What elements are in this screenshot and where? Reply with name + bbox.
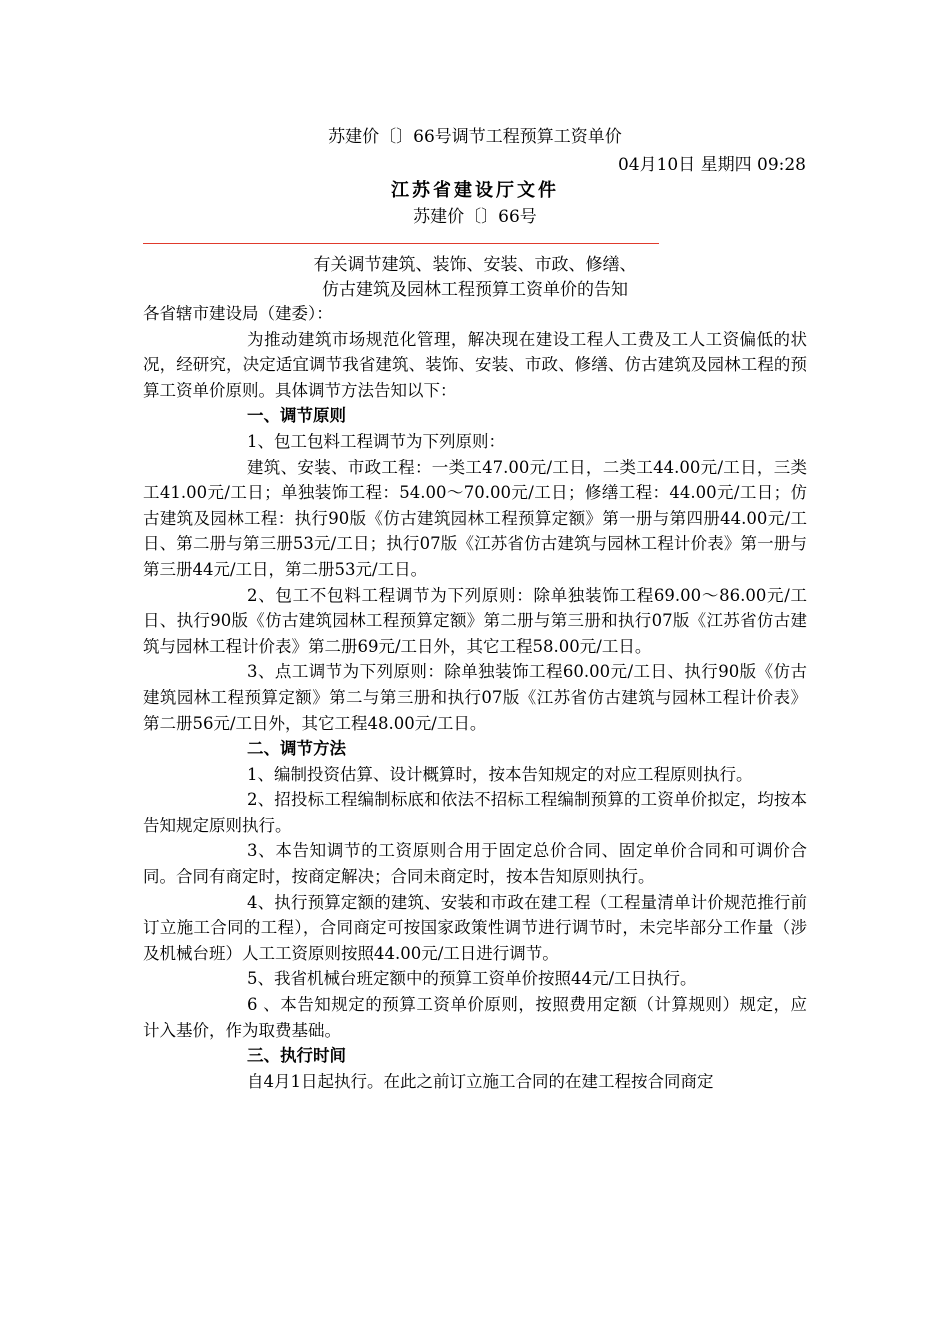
section-2-item-6: 6 、本告知规定的预算工资单价原则，按照费用定额（计算规则）规定，应计入基价，作为取费基础。	[143, 995, 807, 1040]
addressee: 各省辖市建设局（建委）：	[143, 304, 333, 323]
section-3-text: 自4月1日起执行。在此之前订立施工合同的在建工程按合同商定	[247, 1071, 714, 1091]
section-1-item-1: 1、包工包料工程调节为下列原则：	[247, 431, 505, 451]
section-2-item-4: 4、执行预算定额的建筑、安装和市政在建工程（工程量清单计价规范推行前订立施工合同的工程），合同商定可按国家政策性调节进行调节时，未完毕部分工作量（涉及机械台班）人工工资原则按照44.00元/工日进行调节。	[143, 892, 807, 963]
notice-title-line-1: 有关调节建筑、装饰、安装、市政、修缮、	[313, 255, 637, 275]
section-1-item-3: 3、点工调节为下列原则：除单独装饰工程60.00元/工日、执行90版《仿古建筑园林工程预算定额》第二与第三册和执行07版《江苏省仿古建筑与园林工程计价表》第二册56元/工日外，其它工程48.00元/工日。	[143, 662, 807, 733]
section-1-item-1-detail: 建筑、安装、市政工程：一类工47.00元/工日，二类工44.00元/工日，三类工41.00元/工日；单独装饰工程：54.00～70.00元/工日；修缮工程：44.00元/工日；仿古建筑及园林工程：执行90版《仿古建筑园林工程预算定额》第一册与第四册44.00元/工日、第二册与第三册53元/工日；执行07版《江苏省仿古建筑与园林工程计价表》第一册与第三册44元/工日，第二册53元/工日。	[143, 457, 807, 579]
section-2-heading: 二、调节方法	[247, 739, 346, 759]
section-2-item-3: 3、本告知调节的工资原则合用于固定总价合同、固定单价合同和可调价合同。合同有商定时，按商定解决；合同未商定时，按本告知原则执行。	[143, 841, 807, 887]
intro-paragraph: 为推动建筑市场规范化管理，解决现在建设工程人工费及工人工资偏低的状况，经研究，决定适宜调节我省建筑、装饰、安装、市政、修缮、仿古建筑及园林工程的预算工资单价原则。具体调节方法告知以下：	[143, 329, 807, 400]
section-2-item-5: 5、我省机械台班定额中的预算工资单价按照44元/工日执行。	[247, 969, 697, 989]
section-1-item-2: 2、包工不包料工程调节为下列原则：除单独装饰工程69.00～86.00元/工日、执行90版《仿古建筑园林工程预算定额》第二册与第三册和执行07版《江苏省仿古建筑与园林工程计价表》第二册69元/工日外，其它工程58.00元/工日。	[143, 585, 807, 656]
document-body	[143, 301, 807, 1094]
notice-title-line-2: 仿古建筑及园林工程预算工资单价的告知	[322, 280, 628, 300]
document-number: 苏建价〔〕66号	[413, 207, 537, 227]
section-1-heading: 一、调节原则	[247, 406, 346, 426]
date-stamp: 04月10日 星期四 09:28	[617, 155, 806, 175]
red-rule-line	[143, 243, 659, 244]
section-2-item-2: 2、招投标工程编制标底和依法不招标工程编制预算的工资单价拟定，均按本告知规定原则执行。	[143, 790, 807, 835]
issuing-office: 江苏省建设厅文件	[391, 180, 559, 201]
section-3-heading: 三、执行时间	[247, 1046, 346, 1066]
document-title: 苏建价〔〕66号调节工程预算工资单价	[328, 127, 622, 147]
notice-title	[0, 253, 950, 303]
section-2-item-1: 1、编制投资估算、设计概算时，按本告知规定的对应工程原则执行。	[247, 764, 753, 784]
